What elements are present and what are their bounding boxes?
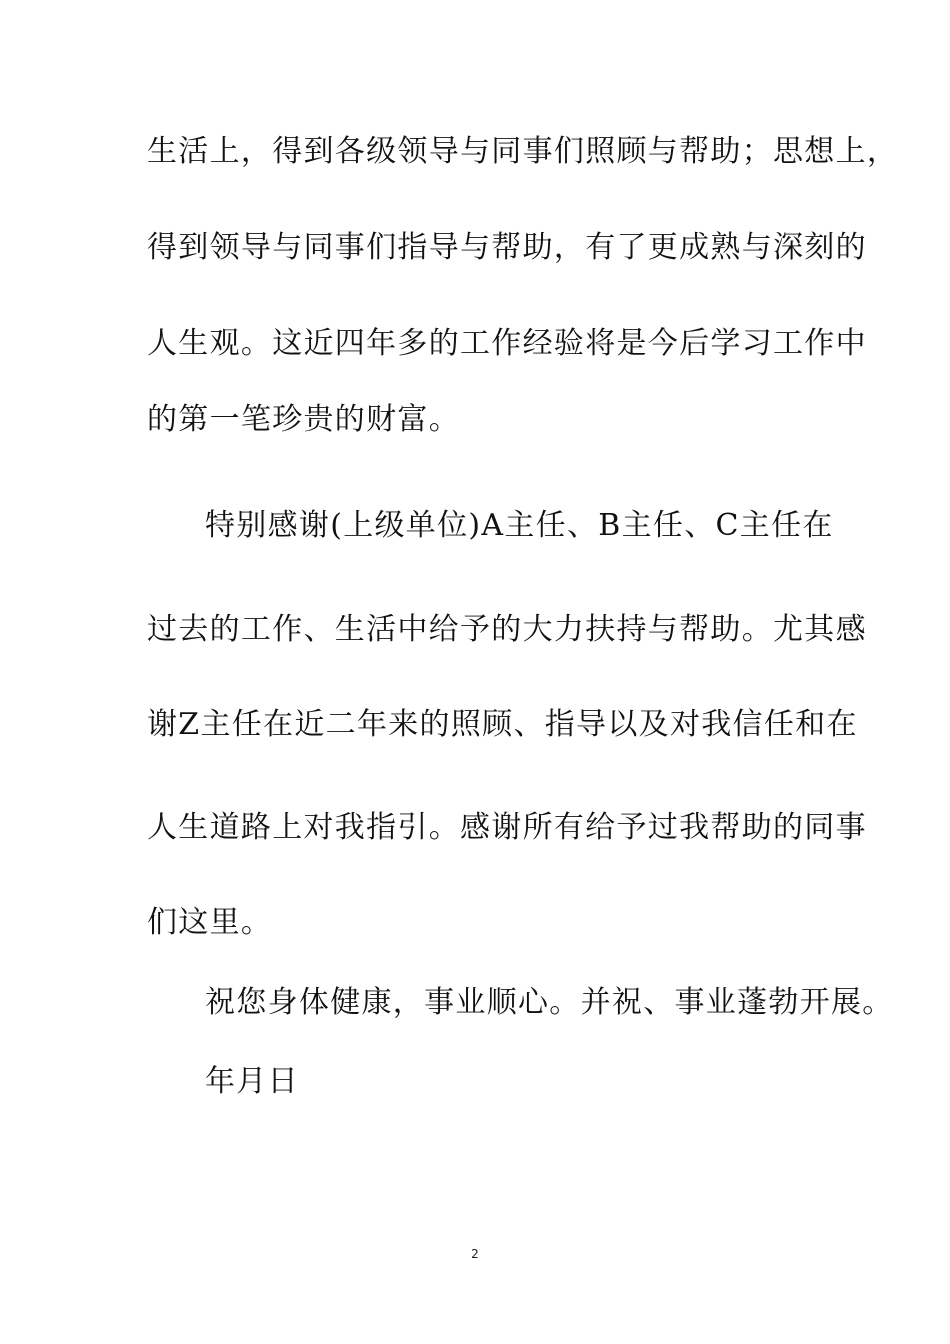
paragraph-line: 过去的工作、生活中给予的大力扶持与帮助。尤其感 [147, 612, 867, 647]
page-number: 2 [471, 1247, 479, 1261]
paragraph-line: 们这里。 [147, 905, 273, 940]
paragraph-line: 特别感谢(上级单位)A主任、B主任、C主任在 [205, 508, 834, 543]
date-line: 年月日 [205, 1064, 299, 1099]
paragraph-line: 得到领导与同事们指导与帮助，有了更成熟与深刻的 [147, 230, 867, 265]
paragraph-line: 人生观。这近四年多的工作经验将是今后学习工作中 [147, 326, 867, 361]
paragraph-line: 的第一笔珍贵的财富。 [147, 402, 460, 437]
closing-line: 祝您身体健康，事业顺心。并祝、事业蓬勃开展。 [205, 985, 894, 1020]
paragraph-line: 人生道路上对我指引。感谢所有给予过我帮助的同事 [147, 810, 867, 845]
paragraph-line: 生活上，得到各级领导与同事们照顾与帮助；思想上， [147, 134, 899, 169]
paragraph-line: 谢Z主任在近二年来的照顾、指导以及对我信任和在 [147, 707, 858, 742]
